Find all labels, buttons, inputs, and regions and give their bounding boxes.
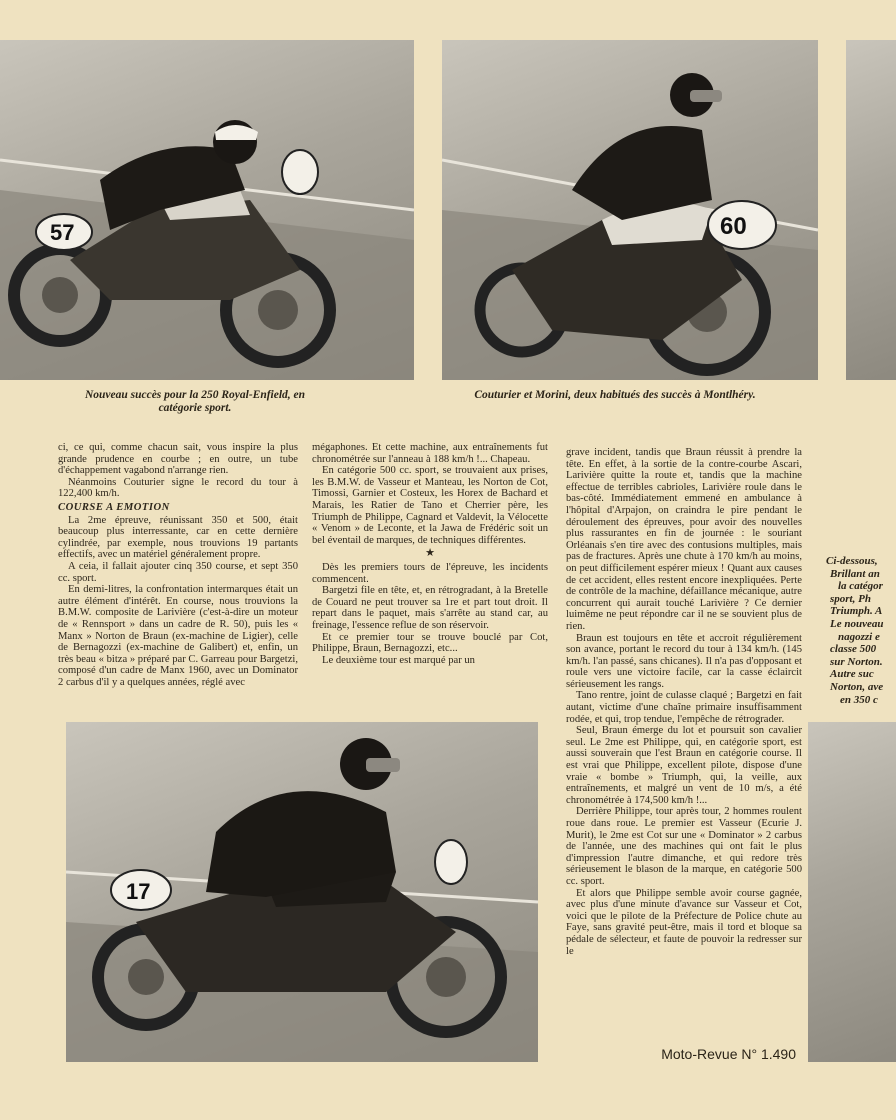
paragraph: A ceia, il fallait ajouter cinq 350 course, et sept 350 cc. sport.	[58, 560, 298, 584]
magazine-footer: Moto-Revue N° 1.490	[661, 1046, 796, 1062]
paragraph: Tano rentre, joint de culasse claqué ; Bargetzi en fait autant, victime d'une chaîne primaire insuffisamment rodée, et qui, trop tendue, l'empêche de rétrograder.	[566, 690, 802, 725]
paragraph: Le deuxième tour est marqué par un	[322, 654, 475, 666]
caption-right-line: classe 500	[830, 643, 877, 656]
star-separator: ★	[425, 547, 435, 560]
caption-right-line: Ci-dessous,	[826, 555, 878, 567]
caption-right-line: sur Norton.	[830, 655, 883, 668]
photo-morini-60	[442, 40, 818, 380]
paragraph: Et ce premier tour se trouve bouclé par Cot, Philippe, Braun, Bernagozzi, etc...	[312, 631, 548, 655]
photo-royal-enfield-57	[0, 40, 414, 380]
caption-right-line: Norton, ave	[830, 680, 884, 693]
caption-morini: Couturier et Morini, deux habitués des succès à Montlhéry.	[474, 389, 756, 401]
caption-right-line: Brillant an	[830, 567, 880, 580]
paragraph: Dès les premiers tours de l'épreuve, les incidents commencent.	[312, 561, 548, 585]
caption-right-line: sport, Ph	[830, 592, 871, 605]
article-column-1	[58, 442, 298, 688]
paragraph: ci, ce qui, comme chacun sait, vous inspire la plus grande prudence en courbe ; en outre, un tube d'échappement vagabond n'arrange rien.	[58, 442, 298, 477]
caption-right-line: Le nouveau	[830, 617, 884, 630]
article-column-3	[566, 447, 802, 957]
paragraph: Néanmoins Couturier signe le record du tour à 122,400 km/h.	[58, 476, 298, 500]
paragraph: Seul, Braun émerge du lot et poursuit son cavalier seul. Le 2me est Philippe, qui, en catégorie sport, est aussi souverain que l'est Braun en catégorie course. Il est vrai que Philippe, excellent pilote, dispose d'une vraie « bombe » Triumph, qui, la veille, aux entraînements, et malgré un vent de 10 m/s, a été chronométrée à 174,500 km/h !...	[566, 725, 802, 806]
paragraph: En demi-litres, la confrontation intermarques était un autre élément d'intérêt. En course, nous trouvions la B.M.W. composite de Larivière (c'est-à-dire un moteur de « Rennsport » dans un cadre de R. 50), puis les « Manx » Norton de Braun (ex-machine de Ligier), celle de Bernagozzi (ex-machine de Galibert) et, enfin, un très beau « bitza » préparé par C. Garreau pour Bargetzi, composé d'un cadre de Manx 1960, avec un Dominator 2 carbus d'il y a quelques années, réglé avec	[58, 584, 298, 688]
article-column-2	[312, 442, 548, 666]
caption-royal-enfield: Nouveau succès pour la 250 Royal-Enfield, en catégorie sport.	[84, 389, 306, 414]
paragraph: Braun est toujours en tête et accroit régulièrement son avance, portant le record du tour à 134 km/h. (145 km/h. l'an passé, sans chicanes). Il n'a pas d'opposant et roule vers une victoire facile, car la casse éclaircit sérieusement les rangs.	[566, 632, 802, 690]
section-heading: COURSE A EMOTION	[58, 501, 170, 513]
motorcycle-illustration	[442, 40, 818, 380]
motorcycle-illustration	[0, 40, 414, 380]
paragraph: mégaphones. Et cette machine, aux entraînements fut chronométrée sur l'anneau à 188 km/h !... Chapeau.	[312, 442, 548, 465]
paragraph: En catégorie 500 cc. sport, se trouvaient aux prises, les B.M.W. de Vasseur et Manteau, les Norton de Cot, Timossi, Garnier et Costeux, les Horex de Bachard et Marais, les Ratier de Tano et Cherrier père, les Triumph de Philippe, Cagnard et Valdevit, la Vélocette « Venom » de Leconte, et la Jawa de Frédéric soit un bel éventail de marques, de techniques différentes.	[312, 465, 548, 546]
paragraph: Bargetzi file en tête, et, en rétrogradant, à la Bretelle de Couard ne peut trouver sa 1re et part tout droit. Il repart dans le paquet, mais s'arrête au stand car, au freinage, l'essence reflue de son réservoir.	[312, 585, 548, 631]
photo-triumph-17	[66, 722, 538, 1062]
caption-right-line: Autre suc	[830, 668, 874, 681]
motorcycle-illustration	[66, 722, 538, 1062]
paragraph: La 2me épreuve, réunissant 350 et 500, était beaucoup plus interressante, car en cette dernière cylindrée, par exemple, nous trouvions 19 partants effectifs, avec un matériel généralement propre.	[58, 514, 298, 561]
race-number-17: 17	[126, 879, 151, 904]
caption-right-clipped	[826, 555, 896, 706]
photo-right-edge-top	[846, 40, 896, 380]
caption-right-line: en 350 c	[840, 693, 878, 706]
race-number-60: 60	[720, 213, 747, 240]
caption-right-line: nagozzi e	[838, 630, 880, 643]
race-number-57: 57	[50, 220, 75, 245]
paragraph: Derrière Philippe, tour après tour, 2 hommes roulent roue dans roue. Le premier est Vasseur (Ecurie J. Murit), le 2me est Cot sur une « Dominator » 2 carbus de l'année, une des machines qui ont fait le plus d'impression l'autre dimanche, et qui redore très sérieusement le blason de la marque, en catégorie 500 cc. sport.	[566, 806, 802, 887]
photo-right-edge-bottom	[808, 722, 896, 1062]
caption-right-line: la catégor	[838, 580, 883, 593]
paragraph: Et alors que Philippe semble avoir course gagnée, avec plus d'une minute d'avance sur Vasseur et Cot, voici que le pilote de la Préfecture de Police chute au Faye, sans gravité peut-être, mais il tord et bloque sa pédale de sélecteur, et faute de pouvoir la redresser sur le	[566, 887, 802, 957]
paragraph: grave incident, tandis que Braun réussit à prendre la tête. En effet, à la sortie de la contre-courbe Ascari, Larivière quitte la route et, tandis que la machine effectue de terribles cabrioles, Larivière roule dans le bas-côté. Immédiatement emmené en ambulance à l'hôpital d'Arpajon, on craindra le pire pendant le déroulement des épreuves, pour avoir des nouvelles plus rassurantes en fin de journée : le souriant Orléanais s'en tire avec des contusions multiples, mais pas de fractures. Après une chute à 170 km/h au moins, on peut difficilement espérer mieux ! Quant aux causes de cet accident, elles restent encore inexpliquées. Perte de contrôle de la machine, défaillance mécanique, autre concurrent qui aurait touché Larivière ? Ce dernier luimême ne peut répondre car il ne se souvient plus de rien.	[566, 447, 802, 632]
caption-right-line: Triumph. A	[830, 605, 883, 618]
